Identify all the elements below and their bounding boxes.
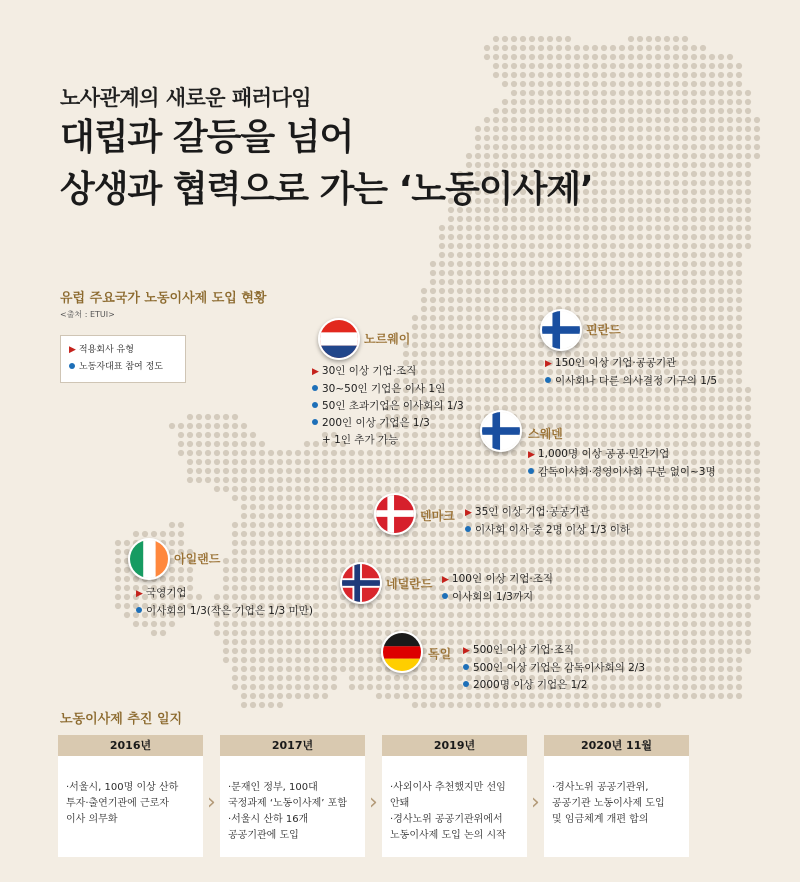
chevron-right-icon: › [207,790,216,815]
triangle-marker-icon: ▶ [442,575,449,585]
triangle-marker-icon: ▶ [136,589,143,599]
triangle-marker-icon: ▶ [69,345,76,355]
triangle-marker-icon: ▶ [312,367,319,377]
germany-label: 독일 [428,647,452,661]
timeline-box-2019 [382,735,527,857]
finland-info: ▶ 150인 이상 기업·공공기관 이사회나 다른 의사결정 기구의 1/5 [545,357,718,387]
dot-marker-icon [312,385,318,391]
subtitle: 노사관계의 새로운 패러다임 [60,86,312,110]
title-line-2: 상생과 협력으로 가는 ‘노동이사제’ [60,169,593,210]
dot-marker-icon [442,593,448,599]
norway-info: ▶ 30인 이상 기업·조직 30~50인 기업은 이사 1인 50인 초과기업은 이사회의 1/3 200인 이상 기업은 1/3 + 1인 추가 가능 [312,365,464,446]
timeline-text: ·경사노위 공공기관위, 공공기관 노동이사제 도입 및 임금체계 개편 합의 [552,782,665,825]
dot-marker-icon [136,607,142,613]
denmark-label: 덴마크 [420,509,455,523]
germany-flag-icon [381,631,423,673]
source-note: <출처 : ETUI> [60,310,115,319]
legend-type: ▶ 적용회사 유형 [69,345,134,355]
timeline-box-2016 [58,735,203,857]
denmark-info: ▶ 35인 이상 기업·공공기관 이사회 이사 중 2명 이상 1/3 이하 [465,506,631,536]
denmark-flag-icon [374,493,416,535]
ireland-flag-icon [128,538,170,580]
timeline-year: 2016년 [58,735,203,756]
timeline-year: 2017년 [220,735,365,756]
dot-marker-icon [545,377,551,383]
dot-marker-icon [463,681,469,687]
timeline-text: ·문재인 정부, 100대 국정과제 ‘노동이사제’ 포함 ·서울시 산하 16개 공공기관에 도입 [228,782,347,841]
chevron-right-icon: › [531,790,540,815]
chevron-right-icon: › [369,790,378,815]
norway-label: 노르웨이 [364,332,411,346]
sweden-label: 스웨덴 [528,427,563,441]
netherlands-flag-icon [340,562,382,604]
triangle-marker-icon: ▶ [545,359,552,369]
netherlands-info: ▶ 100인 이상 기업·조직 이사회의 1/3까지 [442,573,553,603]
title-line-1: 대립과 갈등을 넘어 [60,117,354,158]
ireland-label: 아일랜드 [174,552,221,566]
legend-participation: 노동자대표 참여 정도 [69,359,177,376]
dot-marker-icon [312,419,318,425]
timeline-box-2017 [220,735,365,857]
triangle-marker-icon: ▶ [528,450,535,460]
finland-flag-icon [540,309,582,351]
timeline-year: 2020년 11월 [544,735,689,756]
norway-flag-icon [318,318,360,360]
timeline-text: ·사외이사 추천했지만 선임 안돼 ·경사노위 공공기관위에서 노동이사제 도입 논의 시작 [390,782,506,841]
netherlands-label: 네덜란드 [386,577,433,591]
timeline-text: ·서울시, 100명 이상 산하 투자·출연기관에 근로자 이사 의무화 [66,782,179,825]
section-title: 유럽 주요국가 노동이사제 도입 현황 [60,291,267,306]
dot-marker-icon [465,526,471,532]
finland-label: 핀란드 [586,323,621,337]
dot-marker-icon [312,402,318,408]
dot-marker-icon [69,363,75,369]
main-title [60,112,593,216]
sweden-flag-icon [480,410,522,452]
dot-marker-icon [528,468,534,474]
triangle-marker-icon: ▶ [465,508,472,518]
ireland-info: ▶ 국영기업 이사회의 1/3(작은 기업은 1/3 미만) [136,587,313,617]
dot-marker-icon [463,664,469,670]
germany-info: ▶ 500인 이상 기업·조직 500인 이상 기업은 감독이사회의 2/3 2000명 이상 기업은 1/2 [463,644,646,691]
triangle-marker-icon: ▶ [463,646,470,656]
sweden-info: ▶ 1,000명 이상 공공·민간기업 감독이사회·경영이사회 구분 없이~3명 [528,448,716,478]
timeline-year: 2019년 [382,735,527,756]
legend-box [60,335,186,383]
timeline-box-2020 [544,735,689,857]
timeline-title: 노동이사제 추진 일지 [60,712,183,727]
